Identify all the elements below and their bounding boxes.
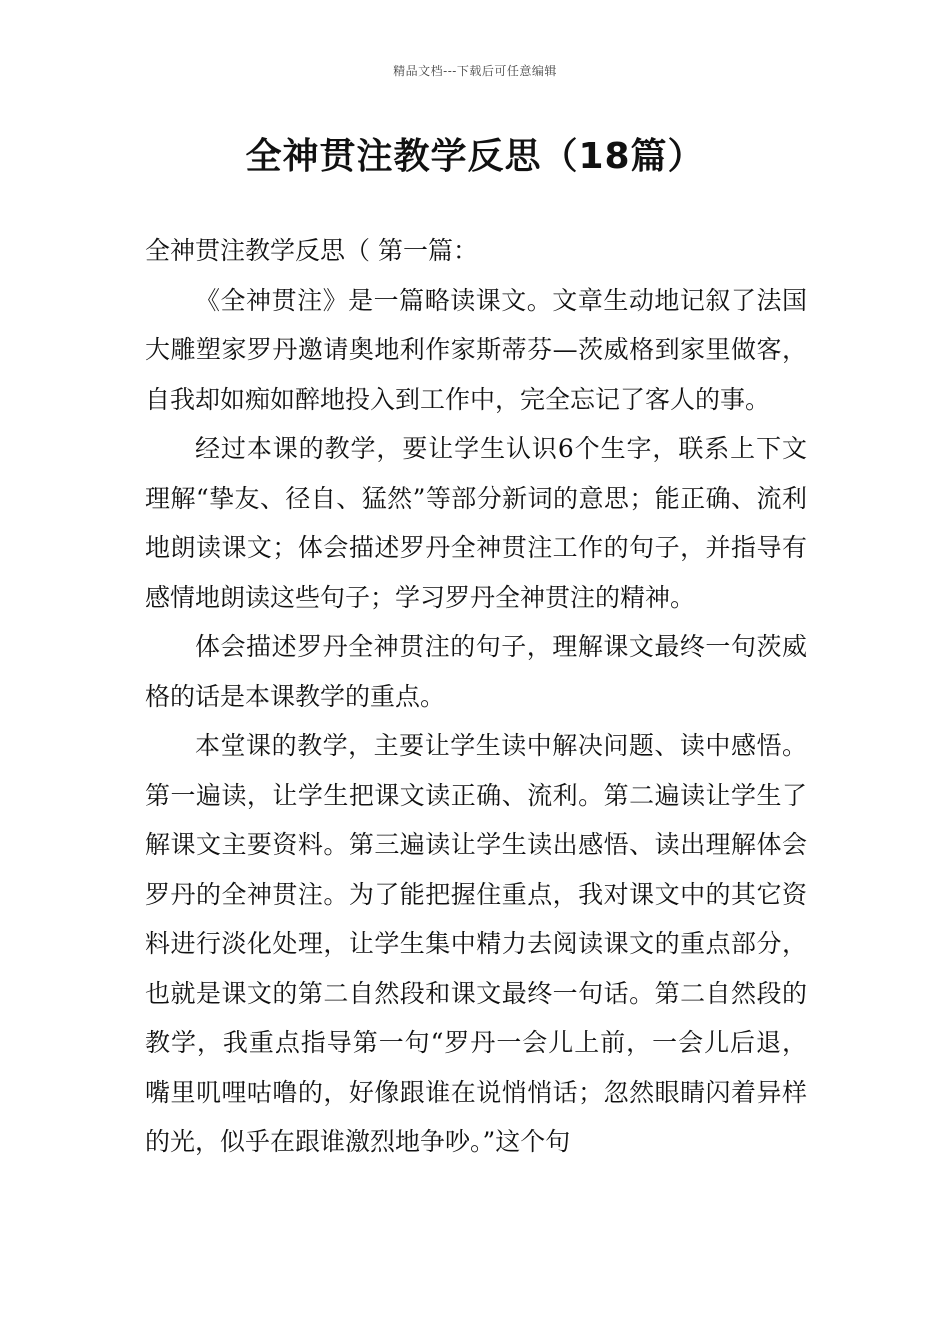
paragraph-2: 经过本课的教学，要让学生认识6个生字，联系上下文理解“挚友、径自、猛然”等部分新词的意思；能正确、流利地朗读课文；体会描述罗丹全神贯注工作的句子，并指导有感情地朗读这些句子；学习罗丹全神贯注的精神。	[145, 434, 807, 612]
paragraph-1: 《全神贯注》是一篇略读课文。文章生动地记叙了法国大雕塑家罗丹邀请奥地利作家斯蒂芬—茨威格到家里做客，自我却如痴如醉地投入到工作中，完全忘记了客人的事。	[145, 285, 807, 414]
section-heading: 全神贯注教学反思（ 第一篇：	[145, 236, 478, 265]
page-header-note: 精品文档---下载后可任意编辑	[393, 64, 557, 78]
document-title: 全神贯注教学反思（18篇）	[245, 136, 705, 177]
paragraph-4: 本堂课的教学，主要让学生读中解决问题、读中感悟。第一遍读，让学生把课文读正确、流利。第二遍读让学生了解课文主要资料。第三遍读让学生读出感悟、读出理解体会罗丹的全神贯注。为了能把握住重点，我对课文中的其它资料进行淡化处理，让学生集中精力去阅读课文的重点部分，也就是课文的第二自然段和课文最终一句话。第二自然段的教学，我重点指导第一句“罗丹一会儿上前，一会儿后退，嘴里叽哩咕噜的，好像跟谁在说悄悄话；忽然眼睛闪着异样的光，似乎在跟谁激烈地争吵。”这个句	[145, 731, 807, 1156]
paragraph-3: 体会描述罗丹全神贯注的句子，理解课文最终一句茨威格的话是本课教学的重点。	[145, 632, 807, 711]
document-body	[145, 226, 807, 1167]
